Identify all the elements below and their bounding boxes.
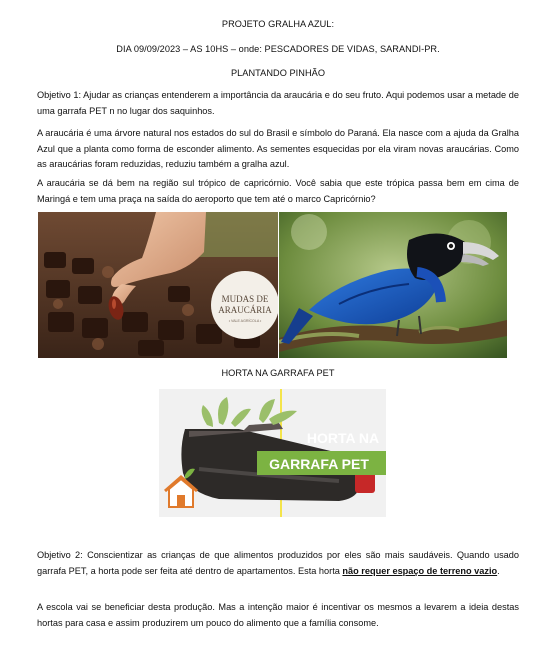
seedling-photo xyxy=(38,212,278,358)
tropico-paragraph: A araucária se dá bem na região sul trópico de capricórnio. Você sabia que este trópica passa bem em cima de Maringá e tem uma praça na saída do aeroporto que tem até o marco Capricórnio? xyxy=(37,178,519,204)
objetivo-1-paragraph: Objetivo 1: Ajudar as crianças entenderem a importância da araucária e do seu fruto. Aqui podemos usar a metade de uma garrafa PET n no lugar dos saquinhos. xyxy=(37,90,519,116)
date-location-line: DIA 09/09/2023 – AS 10HS – onde: PESCADORES DE VIDAS, SARANDI-PR. xyxy=(116,44,440,54)
objetivo-2-text: Objetivo 2: Conscientizar as crianças de que alimentos produzidos por eles são mais saudáveis. Quando usado garrafa PET, a horta pode ser feita até dentro de apartamentos. Esta horta xyxy=(37,550,519,576)
document-title: PROJETO GRALHA AZUL: xyxy=(221,19,335,29)
badge-small-text: • VALE AGRÍCOLA • xyxy=(228,319,262,323)
escola-paragraph: A escola vai se beneficiar desta produção. Mas a intenção maior é incentivar os mesmos a levarem a ideia destas hortas para casa e assim produzirem um pouco do alimento que a família consome. xyxy=(37,602,519,628)
horta-banner-line-1: HORTA NA xyxy=(306,430,380,446)
gralha-azul-photo xyxy=(279,212,507,358)
objetivo-2-paragraph xyxy=(37,548,519,579)
horta-banner-line-2: GARRAFA PET xyxy=(269,456,369,472)
horta-garrafa-photo xyxy=(159,389,386,517)
objetivo-2-end: . xyxy=(497,565,500,576)
badge-line-2: ARAUCÁRIA xyxy=(218,305,272,315)
badge-line-1: MUDAS DE xyxy=(221,294,269,304)
section-subtitle: PLANTANDO PINHÃO xyxy=(230,68,326,78)
araucaria-paragraph: A araucária é uma árvore natural nos estados do sul do Brasil e símbolo do Paraná. Ela nasce com a ajuda da Gralha Azul que a planta como forma de esconder alimento. As sementes esquecidas por ela viram novas araucárias. Como as araucárias foram reduzidas, reduziu também a gralha azul. xyxy=(37,128,519,169)
objetivo-2-emphasis: não requer espaço de terreno vazio xyxy=(342,565,498,576)
horta-caption: HORTA NA GARRAFA PET xyxy=(221,368,335,378)
